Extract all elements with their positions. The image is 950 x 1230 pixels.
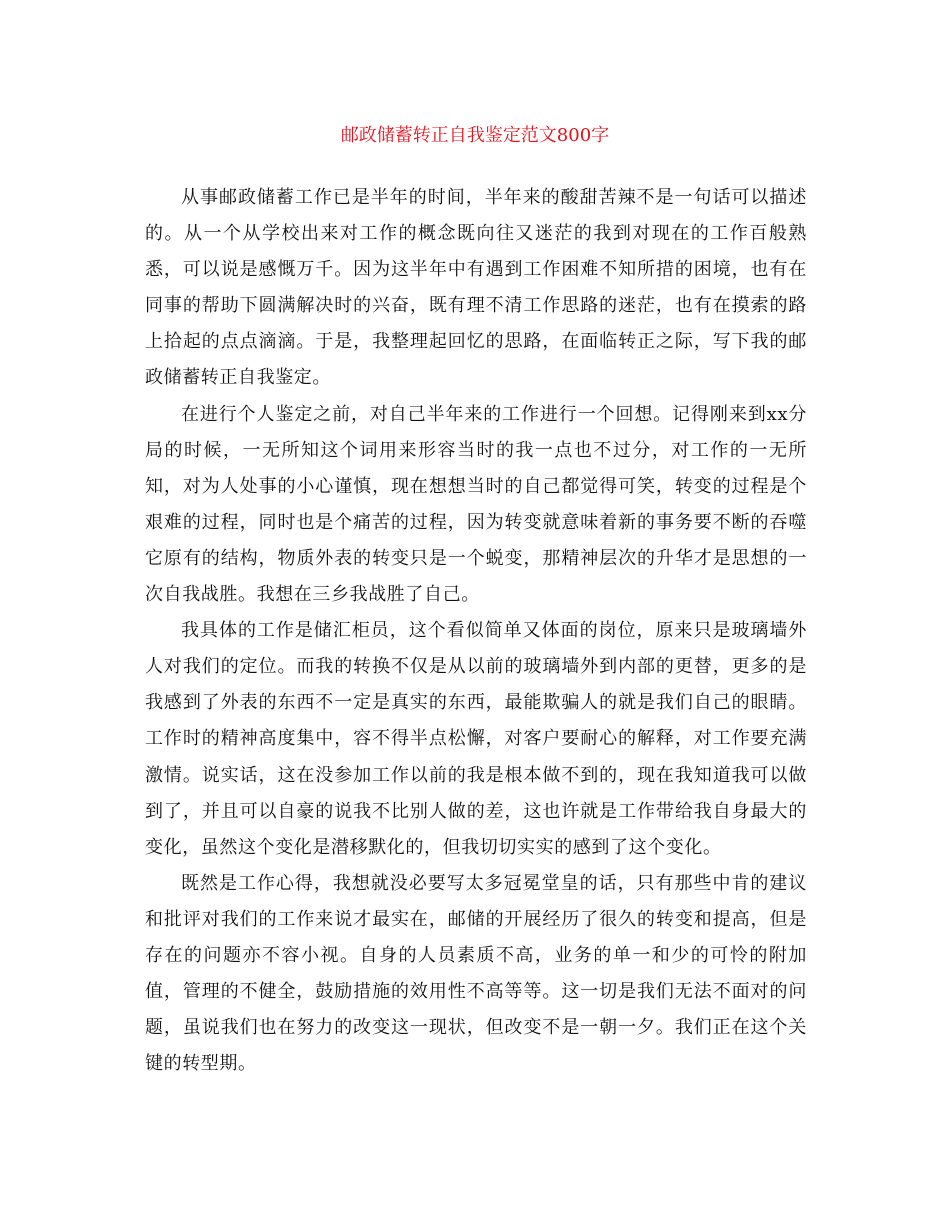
paragraph-3: 我具体的工作是储汇柜员，这个看似简单又体面的岗位，原来只是玻璃墙外人对我们的定位。而我的转换不仅是从以前的玻璃墙外到内部的更替，更多的是我感到了外表的东西不一定是真实的东西，最能欺骗人的就是我们自己的眼睛。工作时的精神高度集中，容不得半点松懈，对客户要耐心的解释，对工作要充满激情。说实话，这在没参加工作以前的我是根本做不到的，现在我知道我可以做到了，并且可以自豪的说我不比别人做的差，这也许就是工作带给我自身最大的变化，虽然这个变化是潜移默化的，但我切切实实的感到了这个变化。 <box>145 620 807 858</box>
paragraph-4: 既然是工作心得，我想就没必要写太多冠冕堂皇的话，只有那些中肯的建议和批评对我们的工作来说才最实在，邮储的开展经历了很久的转变和提高，但是存在的问题亦不容小视。自身的人员素质不高，业务的单一和少的可怜的附加值，管理的不健全，鼓励措施的效用性不高等等。这一切是我们无法不面对的问题，虽说我们也在努力的改变这一现状，但改变不是一朝一夕。我们正在这个关键的转型期。 <box>145 872 807 1075</box>
document-body <box>145 180 807 1082</box>
paragraph-1: 从事邮政储蓄工作已是半年的时间，半年来的酸甜苦辣不是一句话可以描述的。从一个从学校出来对工作的概念既向往又迷茫的我到对现在的工作百般熟悉，可以说是感慨万千。因为这半年中有遇到工作困难不知所措的困境，也有在同事的帮助下圆满解决时的兴奋，既有理不清工作思路的迷茫，也有在摸索的路上拾起的点点滴滴。于是，我整理起回忆的思路，在面临转正之际，写下我的邮政储蓄转正自我鉴定。 <box>145 187 807 389</box>
paragraph-2: 在进行个人鉴定之前，对自己半年来的工作进行一个回想。记得刚来到xx分局的时候，一无所知这个词用来形容当时的我一点也不过分，对工作的一无所知，对为人处事的小心谨慎，现在想想当时的自己都觉得可笑，转变的过程是个艰难的过程，同时也是个痛苦的过程，因为转变就意味着新的事务要不断的吞噬它原有的结构，物质外表的转变只是一个蜕变，那精神层次的升华才是思想的一次自我战胜。我想在三乡我战胜了自己。 <box>145 403 807 606</box>
document-title: 邮政储蓄转正自我鉴定范文800字 <box>340 125 610 146</box>
